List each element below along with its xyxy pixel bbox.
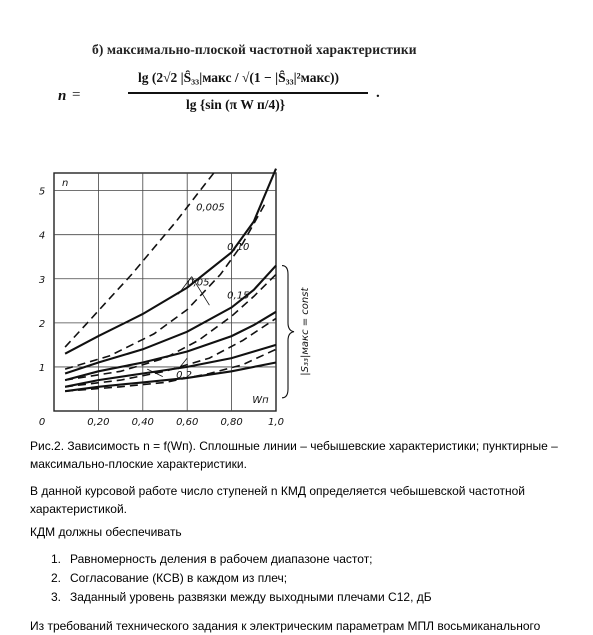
list-item: [30, 550, 575, 569]
paragraph-2: КДМ должны обеспечивать: [30, 525, 182, 539]
list-item-number: 3.: [50, 590, 61, 604]
y-tick-label: 5: [38, 186, 46, 198]
curve-label: 0,15: [227, 290, 250, 302]
x-tick-label: 0,40: [131, 417, 154, 428]
list-item-number: 1.: [50, 552, 61, 566]
formula-end: .: [376, 85, 380, 101]
list-item-text: Равномерность деления в рабочем диапазоне частот;: [70, 552, 373, 566]
y-tick-label: 2: [38, 318, 46, 330]
x-tick-label: 0: [38, 417, 46, 428]
curve-label: 0,2: [176, 369, 193, 381]
list-item-text: Заданный уровень развязки между выходными плечами С12, дБ: [70, 590, 432, 604]
list-item-text: Согласование (КСВ) в каждом из плеч;: [70, 571, 288, 585]
x-axis-label: Wп: [252, 395, 269, 406]
y-tick-label: 1: [38, 362, 46, 374]
series-line-dashed: [65, 173, 214, 347]
x-tick-label: 0,80: [220, 417, 243, 428]
list-item-number: 2.: [50, 571, 61, 585]
curve-label: 0,10: [227, 242, 250, 254]
scan-heading: б) максимально-плоской частотной характеристики: [92, 42, 417, 57]
series-line-solid: [65, 169, 276, 354]
formula: [58, 66, 380, 126]
x-tick-label: 0,60: [176, 417, 199, 428]
formula-denominator: lg {sin (π W п/4)}: [186, 97, 286, 112]
requirements-list: [30, 550, 575, 607]
paragraph-3: Из требований технического задания к электрическим параметрам МПЛ восьмиканального: [30, 619, 541, 633]
x-tick-label: 1,0: [268, 417, 284, 428]
chart-svg: [30, 165, 320, 437]
y-tick-label: 3: [38, 274, 46, 286]
y-tick-label: 4: [38, 230, 46, 242]
list-item: [30, 588, 575, 607]
list-item: [30, 569, 575, 588]
y-axis-label: n: [62, 178, 69, 189]
right-brace: [282, 266, 294, 398]
formula-equals: =: [72, 87, 81, 103]
formula-numerator: lg (2√2 |S̑₃₃|макс / √(1 − |S̑₃₃|²макс)): [138, 70, 339, 85]
fraction-bar: [128, 92, 368, 94]
figure-caption: Рис.2. Зависимость n = f(Wп). Сплошные линии – чебышевские характеристики; пунктирные – максимально-плоские характеристики.: [30, 439, 558, 471]
series-line-solid: [65, 266, 276, 374]
paragraph-1: В данной курсовой работе число ступеней n КМД определяется чебышевской частотной характеристикой.: [30, 484, 525, 516]
formula-lhs: n: [58, 88, 67, 104]
curve-label: 0,05: [187, 277, 210, 289]
right-annotation: |S₃₃|макс = const: [300, 287, 311, 376]
chart: [30, 165, 320, 437]
curve-label: 0,005: [196, 202, 225, 214]
x-tick-label: 0,20: [87, 417, 110, 428]
